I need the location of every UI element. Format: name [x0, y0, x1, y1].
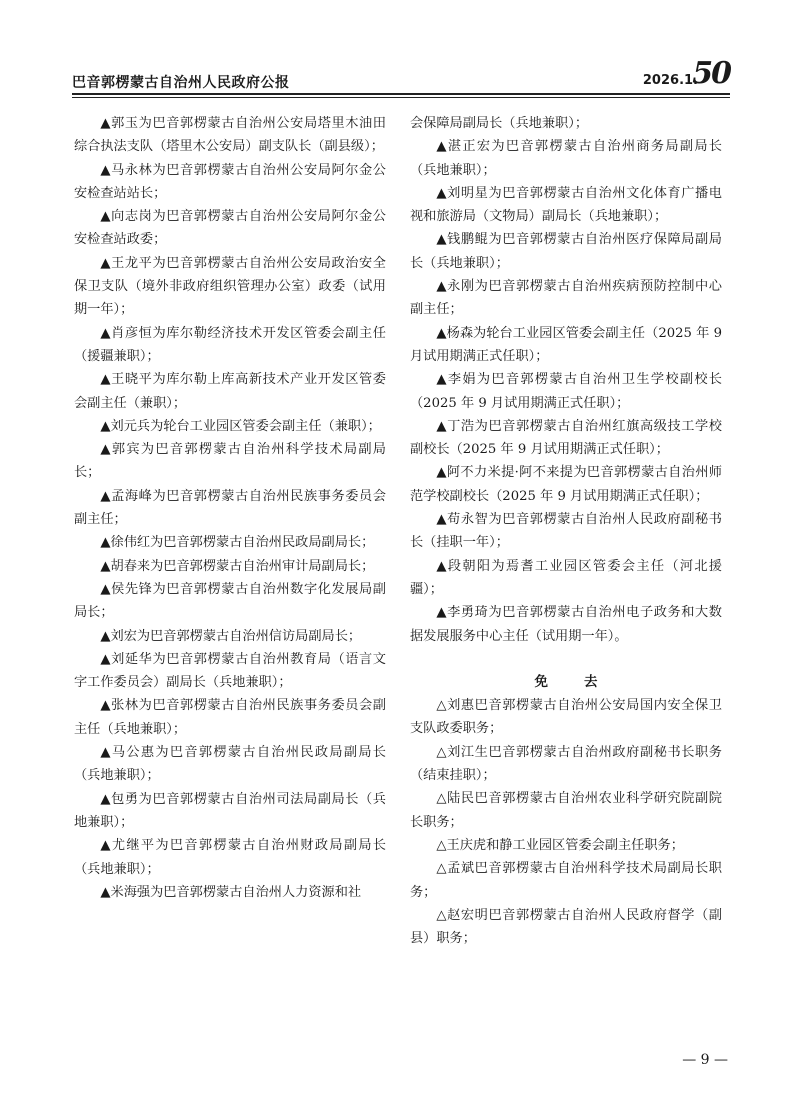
appointment-item: ▲张林为巴音郭楞蒙古自治州民族事务委员会副主任（兵地兼职）；	[74, 698, 386, 737]
left-column	[74, 112, 386, 904]
appointment-item: ▲刘明星为巴音郭楞蒙古自治州文化体育广播电视和旅游局（文物局）副局长（兵地兼职）；	[410, 185, 722, 225]
issue-date: 2026.1.	[642, 73, 698, 88]
appointment-item: ▲阿不力米提·阿不来提为巴音郭楞蒙古自治州师范学校副校长（2025 年 9 月试用期满正式任职）；	[410, 465, 722, 504]
appointment-item: ▲刘延华为巴音郭楞蒙古自治州教育局（语言文字工作委员会）副局长（兵地兼职）；	[74, 651, 386, 691]
appointment-item: ▲王龙平为巴音郭楞蒙古自治州公安局政治安全保卫支队（境外非政府组织管理办公室）政委（试用期一年）；	[74, 255, 386, 318]
appointment-item: ▲永刚为巴音郭楞蒙古自治州疾病预防控制中心副主任；	[410, 279, 722, 318]
appointment-item: ▲侯先锋为巴音郭楞蒙古自治州数字化发展局副局长；	[74, 581, 386, 621]
appointment-item: ▲刘元兵为轮台工业园区管委会副主任（兼职）；	[100, 418, 381, 434]
page-header	[72, 56, 730, 94]
appointment-item: ▲郭玉为巴音郭楞蒙古自治州公安局塔里木油田综合执法支队（塔里木公安局）副支队长（副县级）；	[74, 116, 386, 155]
appointment-item: ▲胡春来为巴音郭楞蒙古自治州审计局副局长；	[100, 558, 375, 574]
appointment-item: ▲包勇为巴音郭楞蒙古自治州司法局副局长（兵地兼职）；	[74, 791, 386, 830]
removal-item: △孟斌巴音郭楞蒙古自治州科学技术局副局长职务；	[410, 861, 722, 900]
header-rule-thin	[72, 97, 730, 98]
appointment-item: ▲马永林为巴音郭楞蒙古自治州公安局阿尔金公安检查站站长；	[74, 162, 386, 201]
appointment-item: ▲郭宾为巴音郭楞蒙古自治州科学技术局副局长；	[74, 442, 386, 481]
appointment-continuation: 会保障局副局长（兵地兼职）；	[410, 116, 589, 131]
appointment-item: ▲马公惠为巴音郭楞蒙古自治州民政局副局长（兵地兼职）；	[74, 745, 386, 784]
appointment-item: ▲丁浩为巴音郭楞蒙古自治州红旗高级技工学校副校长（2025 年 9 月试用期满正式任职）；	[410, 418, 722, 458]
appointment-item: ▲尤继平为巴音郭楞蒙古自治州财政局副局长（兵地兼职）；	[74, 838, 386, 877]
appointment-item: ▲肖彦恒为库尔勒经济技术开发区管委会副主任（援疆兼职）；	[74, 325, 386, 364]
removal-item: △王庆虎和静工业园区管委会副主任职务；	[436, 837, 684, 853]
removal-title-char: 免	[534, 673, 548, 690]
appointment-item: ▲苟永智为巴音郭楞蒙古自治州人民政府副秘书长（挂职一年）；	[410, 512, 722, 551]
header-rule-thick	[72, 93, 730, 95]
removal-title-char: 去	[584, 673, 598, 690]
page-number: — 9 —	[682, 1052, 728, 1068]
appointment-item: ▲湛正宏为巴音郭楞蒙古自治州商务局副局长（兵地兼职）；	[410, 139, 722, 178]
appointment-item: ▲米海强为巴音郭楞蒙古自治州人力资源和社	[100, 884, 362, 900]
removal-item: △刘惠巴音郭楞蒙古自治州公安局国内安全保卫支队政委职务；	[410, 698, 722, 737]
appointment-item: ▲向志岗为巴音郭楞蒙古自治州公安局阿尔金公安检查站政委；	[74, 209, 386, 248]
appointment-item: ▲李勇琦为巴音郭楞蒙古自治州电子政务和大数据发展服务中心主任（试用期一年）。	[410, 605, 722, 644]
appointment-item: ▲李娟为巴音郭楞蒙古自治州卫生学校副校长（2025 年 9 月试用期满正式任职）；	[410, 372, 722, 411]
appointment-item: ▲孟海峰为巴音郭楞蒙古自治州民族事务委员会副主任；	[74, 488, 386, 528]
appointment-item: ▲钱鹏鲲为巴音郭楞蒙古自治州医疗保障局副局长（兵地兼职）；	[410, 232, 722, 271]
removal-item: △陆民巴音郭楞蒙古自治州农业科学研究院副院长职务；	[410, 791, 722, 830]
bulletin-title: 巴音郭楞蒙古自治州人民政府公报	[72, 75, 290, 91]
removal-item: △刘江生巴音郭楞蒙古自治州政府副秘书长职务（结束挂职）；	[410, 744, 722, 784]
appointment-item: ▲刘宏为巴音郭楞蒙古自治州信访局副局长；	[100, 628, 362, 644]
appointment-item: ▲段朝阳为焉耆工业园区管委会主任（河北援疆）；	[410, 558, 722, 597]
removal-section-title	[410, 671, 722, 694]
issue-number: 50	[692, 56, 730, 91]
appointment-item: ▲杨森为轮台工业园区管委会副主任（2025 年 9 月试用期满正式任职）；	[410, 325, 722, 364]
appointment-item: ▲王晓平为库尔勒上库高新技术产业开发区管委会副主任（兼职）；	[74, 372, 386, 411]
appointment-item: ▲徐伟红为巴音郭楞蒙古自治州民政局副局长；	[100, 535, 375, 551]
right-column	[410, 112, 722, 950]
removal-item: △赵宏明巴音郭楞蒙古自治州人民政府督学（副县）职务；	[410, 907, 722, 947]
